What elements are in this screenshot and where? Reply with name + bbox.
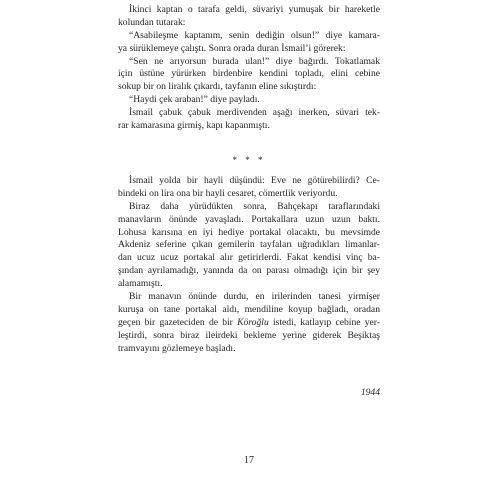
text-line: rar kamarasına girmiş, kapı kapanmıştı.: [118, 120, 270, 132]
text-line: “Asabileşme kaptanım, senin dediğin olsun!” diye kamara-: [129, 29, 380, 41]
text-line: geçen bir gazeteciden de bir Köroğlu istedi, katlayıp cebine yer-: [118, 316, 380, 328]
text-line: dan ucuz ucuz portakal alır getirirlerdi. Fakat kendisi vinç ba-: [118, 252, 380, 264]
section-separator: * * *: [232, 155, 266, 165]
paragraph-block-second: [118, 175, 380, 355]
text-line: Bir manavın önünde durdu, en irilerinden tanesi yirmişer: [129, 291, 380, 303]
text-line: ya sürüklemeye çalıştı. Sonra orada duran İsmail’i görerek:: [118, 42, 346, 54]
text-line: kuruşa on tane portakal aldı, mendiline koyup bağladı, oradan: [118, 303, 380, 315]
text-line: tramvayını gözlemeye başladı.: [118, 342, 236, 354]
text-line: Biraz daha yürüdükten sonra, Bahçekapı taraflarındaki: [129, 200, 380, 212]
text-line: “Sen ne arıyorsun burada ulan!” diye bağırdı. Tokatlamak: [129, 55, 380, 67]
text-line: sokup bir on liralık çıkardı, tayfanın eline sıkıştırdı:: [118, 81, 317, 93]
text-line: Lohusa karısına en iyi hediye portakal olacaktı, bu mevsimde: [118, 226, 380, 238]
text-line: İsmail çabuk çabuk merdivenden aşağı inerken, süvari tek-: [129, 107, 380, 119]
text-line: “Haydi çek araban!” diye payladı.: [129, 94, 260, 106]
text-line: İkinci kaptan o tarafa geldi, süvariyi yumuşak bir hareketle: [129, 4, 380, 15]
text-line: Akdeniz seferine çıkan gemilerin tayfaları uğradıkları limanlar-: [118, 239, 380, 251]
text-line: bindeki on lira ona bir hayli cesaret, cömertlik veriyordu.: [118, 187, 338, 199]
text-line: İsmail yolda bir hayli düşündü: Eve ne götürebilirdi? Ce-: [129, 175, 380, 186]
text-line: şından ayrılamadığı, yanında da on parası olmadığı için bir şey: [118, 265, 380, 277]
newspaper-title: Köroğlu: [237, 316, 269, 328]
page-number: 17: [244, 455, 254, 466]
text-line: alamamıştı.: [118, 278, 163, 290]
text-line: leştirdi, sonra biraz ileirdeki bekleme yerine giderek Beşiktaş: [118, 329, 380, 341]
story-date: 1944: [360, 387, 380, 398]
text-line: manavların önünde yavaşladı. Portakallara uzun uzun baktı.: [118, 213, 380, 225]
paragraph-block-first: [118, 4, 380, 133]
text-line: kolundan tutarak:: [118, 16, 186, 28]
text-line: için üstüne yürürken birdenbire kendini topladı, elini cebine: [118, 68, 380, 80]
